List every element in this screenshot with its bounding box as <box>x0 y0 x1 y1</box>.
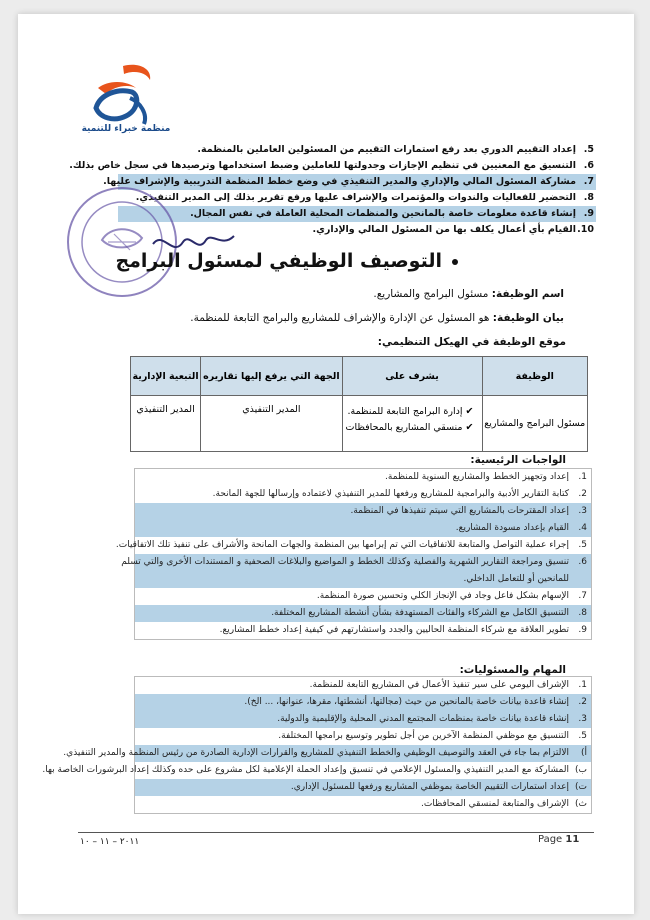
list-item <box>135 622 591 639</box>
list-item <box>63 745 591 762</box>
list-item <box>118 206 596 222</box>
list-item <box>118 190 596 206</box>
table-cell-job: مسئول البرامج والمشاريع <box>482 396 588 452</box>
main-duties-label: الواجبات الرئيسية: <box>470 454 566 466</box>
tasks-label: المهام والمسئوليات: <box>459 664 566 676</box>
item-text: إجراء عملية التواصل والمتابعة للاتفاقيات التي تم إبرامها بين المنظمة والجهات المانحة والأشراف على تنفيذ تلك الاتفاقيات. <box>115 540 569 550</box>
table-header: التبعية الإدارية <box>131 357 201 396</box>
item-text: القيام بأي أعمال يكلف بها من المسئول المالي والإداري. <box>312 224 576 235</box>
job-statement-field <box>190 312 564 324</box>
item-text: الإشراف والمتابعة لمنسقي المحافظات. <box>421 799 569 809</box>
list-item <box>135 711 591 728</box>
table-cell-reports-to: المدير التنفيذي <box>201 396 342 452</box>
item-text: التنسيق مع موظفي المنظمة الآخرين من أجل تطوير وتوسيع برامجها المختلفة. <box>278 731 569 741</box>
job-name-label: اسم الوظيفة: <box>491 288 564 300</box>
item-text: إنشاء قاعدة بيانات خاصة بمنظمات المجتمع المدني المحلية والإقليمية والدولية. <box>277 714 569 724</box>
item-number: 10. <box>577 224 594 235</box>
page-number: Page 11 <box>538 834 580 845</box>
organization-name: منظمة خبراء للتنمية <box>81 124 171 134</box>
item-text: التنسيق مع المعنيين في تنظيم الإجازات وجدولتها للعاملين وضبط استخدامها وترصيدها في سجل خاص بذلك. <box>69 160 576 171</box>
job-statement-label: بيان الوظيفة: <box>492 312 564 324</box>
item-number: 6. <box>583 160 594 171</box>
item-text: مشاركة المسئول المالي والإداري والمدير التنفيذي في وضع خطط المنظمة التدريبية والإشراف عليها. <box>103 176 576 187</box>
item-text: إعداد المقترحات بالمشاريع التي سيتم تنفيذها في المنظمة. <box>350 506 569 516</box>
footer-divider <box>78 832 594 833</box>
item-text: إعداد وتجهيز الخطط والمشاريع السنوية للمنظمة. <box>385 472 569 482</box>
item-number: 7. <box>583 176 594 187</box>
item-number: ث) <box>575 799 587 809</box>
table-header: الجهة التي يرفع إليها تقاريره <box>201 357 342 396</box>
section-heading: التوصيف الوظيفي لمسئول البرامج <box>115 250 458 272</box>
item-number: 9. <box>583 208 594 219</box>
item-text: إنشاء قاعدة معلومات خاصة بالمانحين والمنظمات المحلية العاملة في نفس المجال. <box>190 208 576 219</box>
item-number: ت) <box>575 782 587 792</box>
table-cell-supervises <box>342 396 482 452</box>
item-number: 9. <box>578 625 587 635</box>
item-text: الإسهام بشكل فاعل وجاد في الإنجاز الكلي وتحسين صورة المنظمة. <box>316 591 569 601</box>
item-number: 4. <box>578 523 587 533</box>
list-item <box>103 174 596 190</box>
job-name-value: مسئول البرامج والمشاريع. <box>373 288 489 300</box>
item-number: 8. <box>583 192 594 203</box>
item-number: 5. <box>578 731 587 741</box>
item-text: الإشراف اليومي على سير تنفيذ الأعمال في المشاريع التابعة للمنظمة. <box>309 680 569 690</box>
list-item <box>42 762 591 779</box>
list-item: ✔ إدارة البرامج التابعة للمنظمة. <box>347 406 474 417</box>
table-header: الوظيفة <box>482 357 588 396</box>
list-item <box>135 571 591 588</box>
item-text: المشاركة مع المدير التنفيذي والمسئول الإعلامي في تنسيق وإعداد الحملة الإعلامية لكل مشروع على حده وكذلك إعداد البرشورات الخاصة بها. <box>42 765 569 775</box>
list-item <box>135 469 591 486</box>
item-text: تطوير العلاقة مع شركاء المنظمة الحاليين والجدد واستشارتهم في كيفية إعداد خطط المشاريع. <box>219 625 569 635</box>
list-item <box>135 677 591 694</box>
list-item <box>135 694 591 711</box>
item-number: 2. <box>578 697 587 707</box>
job-name-field <box>373 288 564 300</box>
main-duties-box <box>115 468 592 640</box>
list-item: ✔ منسقي المشاريع بالمحافظات <box>345 422 474 433</box>
item-number: أ) <box>580 748 587 758</box>
list-item <box>69 158 596 174</box>
item-number: 1. <box>578 472 587 482</box>
item-number: ب) <box>575 765 587 775</box>
item-number: 5. <box>583 144 594 155</box>
list-item <box>135 588 591 605</box>
item-number: 1. <box>578 680 587 690</box>
org-position-label: موقع الوظيفة في الهيكل التنظيمي: <box>377 336 566 348</box>
list-item <box>135 779 591 796</box>
table-cell-admin: المدير التنفيذي <box>131 396 201 452</box>
list-item <box>135 503 591 520</box>
list-item <box>135 728 591 745</box>
item-text: للمانحين أو للتعامل الداخلي. <box>463 574 569 584</box>
item-text: التنسيق الكامل مع الشركاء والفئات المستهدفة بشأن أنشطة المشاريع المختلفة. <box>271 608 569 618</box>
item-text: إعداد التقييم الدوري بعد رفع استمارات التقييم من المسئولين العاملين بالمنظمة. <box>197 144 576 155</box>
list-item <box>135 486 591 503</box>
document-page <box>18 14 634 914</box>
list-item <box>135 796 591 813</box>
check-icon: ✔ <box>462 406 474 417</box>
list-item <box>135 520 591 537</box>
item-text: كتابة التقارير الأدبية والبرامجية للمشاريع ورفعها للمدير التنفيذي لاعتماده وإرسالها للجهة المانحة. <box>212 489 569 499</box>
item-text: إنشاء قاعدة بيانات خاصة بالمانحين من حيث (مجالتها، أنشطتها، مقرها، عنوانها، ... الخ). <box>244 697 569 707</box>
check-icon: ✔ <box>462 422 474 433</box>
item-number: 7. <box>578 591 587 601</box>
list-item <box>135 605 591 622</box>
item-number: 2. <box>578 489 587 499</box>
item-number: 8. <box>578 608 587 618</box>
tasks-box <box>42 676 592 814</box>
list-item <box>118 142 596 158</box>
item-number: 5. <box>578 540 587 550</box>
item-text: القيام بإعداد مسودة المشاريع. <box>455 523 569 533</box>
list-item <box>115 537 591 554</box>
item-number: 3. <box>578 714 587 724</box>
list-item <box>121 554 591 571</box>
bullet-icon <box>452 259 458 265</box>
item-number: 6. <box>578 557 587 567</box>
item-text: الالتزام بما جاء في العقد والتوصيف الوظيفي والخطط التنفيذي للمشاريع والقرارات الإدارية الصادرة من رئيس المنظمة والمدير التنفيذي. <box>63 748 569 758</box>
item-text: إعداد استمارات التقييم الخاصة بموظفي المشاريع ورفعها للمسئول الإداري. <box>290 782 569 792</box>
job-statement-value: هو المسئول عن الإدارة والإشراف للمشاريع والبرامج التابعة للمنظمة. <box>190 312 490 324</box>
item-number: 3. <box>578 506 587 516</box>
item-text: التحضير للفعاليات والندوات والمؤتمرات والإشراف عليها ورفع تقرير بذلك إلى المدير التنفيذي. <box>135 192 576 203</box>
footer-date: ٢٠١١ – ١١ – ١٠ <box>80 837 140 847</box>
org-structure-table <box>130 356 588 452</box>
item-text: تنسيق ومراجعة التقارير الشهرية والفصلية وكذلك الخطط و المواضيع والبلاغات الصحفية و المستندات الأخرى والتي تسلم <box>121 557 569 567</box>
table-header: يشرف على <box>342 357 482 396</box>
organization-logo <box>78 58 168 128</box>
